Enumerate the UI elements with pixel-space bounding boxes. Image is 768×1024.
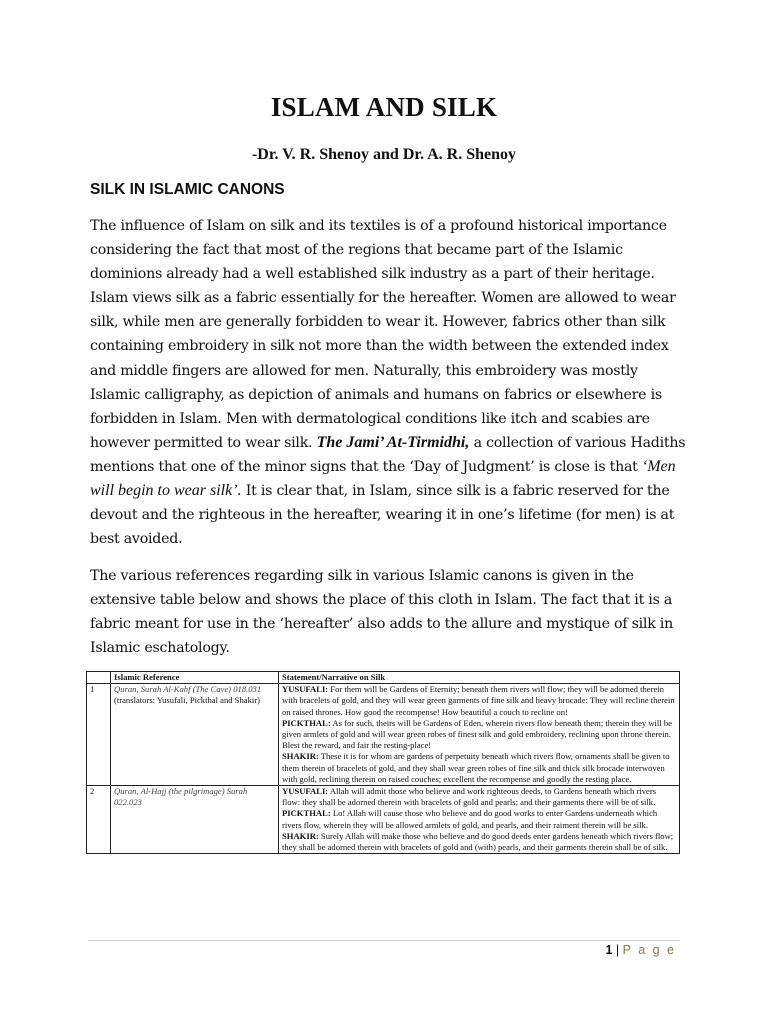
reference-name: Quran, Al-Hajj (the pilgrimage) Surah 022.023 bbox=[114, 786, 248, 808]
section-heading: SILK IN ISLAMIC CANONS bbox=[90, 181, 285, 198]
reference-name: Quran, Surah Al-Kahf (The Cave) 018.031 bbox=[114, 684, 262, 695]
reference-note: (translators: Yusufali, Pickthal and Shakir) bbox=[114, 695, 260, 706]
yusufali-translation bbox=[282, 786, 676, 808]
translator-label: SHAKIR: bbox=[282, 751, 319, 762]
translator-label: YUSUFALI: bbox=[282, 684, 329, 695]
row-number: 2 bbox=[87, 786, 111, 854]
references-table bbox=[86, 671, 680, 854]
shakir-translation bbox=[282, 751, 676, 785]
reference-cell bbox=[111, 786, 279, 854]
statement-cell bbox=[279, 684, 680, 786]
translation-text: For them will be Gardens of Eternity; beneath them rivers will flow; they will be adorned therein with bracelets of gold, and they will wear green garments of fine silk and heavy brocade: They will recline therein on raised thrones. How good the recompense! How beautiful a couch to recline on! bbox=[282, 684, 675, 717]
table-row bbox=[87, 786, 680, 854]
translation-text: As for such, theirs will be Gardens of Eden, wherein rivers flow beneath them; therein they will be given armlets of gold and will wear green robes of finest silk and gold embroidery, reclining upon throne therein. Blest the reward, and fair the resting-place! bbox=[282, 717, 672, 751]
shakir-translation bbox=[282, 831, 676, 853]
translator-label: SHAKIR: bbox=[282, 830, 319, 841]
table-intro-paragraph: The various references regarding silk in various Islamic canons is given in the extensive table below and shows the place of this cloth in Islam. The fact that it is a fabric meant for use in the ‘hereafter’ also adds to the allure and mystique of silk in Islamic eschatology. bbox=[90, 568, 673, 657]
yusufali-translation bbox=[282, 684, 676, 718]
header-reference: Islamic Reference bbox=[111, 672, 279, 684]
intro-text-3: It is clear that, in Islam, since silk is a fabric reserved for the devout and the righteous in the hereafter, wearing it in one’s lifetime (for men) is at best avoided. bbox=[90, 483, 675, 548]
header-statement: Statement/Narrative on Silk bbox=[279, 672, 680, 684]
row-number: 1 bbox=[87, 684, 111, 786]
pickthal-translation bbox=[282, 718, 676, 752]
document-title: ISLAM AND SILK bbox=[270, 92, 498, 122]
table-header-row bbox=[87, 672, 680, 684]
document-authors: -Dr. V. R. Shenoy and Dr. A. R. Shenoy bbox=[251, 146, 517, 163]
page-footer bbox=[605, 943, 676, 957]
translation-text: Allah will admit those who believe and work righteous deeds, to Gardens beneath which rivers flow: they shall be adorned therein with bracelets of gold and pearls; and their garments there will be of silk. bbox=[282, 786, 657, 808]
translation-text: Lo! Allah will cause those who believe and do good works to enter Gardens underneath which rivers flow, wherein they will be allowed armlets of gold, and pearls, and their raiment therein will be silk. bbox=[282, 808, 658, 830]
reference-cell bbox=[111, 684, 279, 786]
header-number bbox=[87, 672, 111, 684]
intro-text-2: a collection of various Hadiths mentions that one of the minor signs that the ‘Day of Judgment’ is close is that bbox=[90, 434, 686, 475]
page-number: 1 bbox=[605, 943, 613, 957]
statement-cell bbox=[279, 786, 680, 854]
page-separator: | bbox=[612, 943, 623, 957]
quote-text: ‘Men will begin to wear silk’. bbox=[90, 457, 676, 500]
source-title: The Jami’ At-Tirmidhi, bbox=[316, 433, 470, 451]
translator-label: YUSUFALI: bbox=[282, 786, 329, 797]
translation-text: These it is for whom are gardens of perpetuity beneath which rivers flow, ornaments shall be given to them therein of bracelets of gold, and they shall wear green robes of fine silk and thick silk brocade interwoven with gold, reclining therein on raised couches; excellent the recompense and goodly the resting place. bbox=[282, 751, 670, 784]
pickthal-translation bbox=[282, 808, 676, 830]
translation-text: Surely Allah will make those who believe and do good deeds enter gardens beneath which rivers flow; they shall be adorned therein with bracelets of gold and (with) pearls, and their garments therein shall be of silk. bbox=[282, 830, 674, 853]
footer-divider bbox=[88, 940, 680, 941]
page-word: P a g e bbox=[622, 943, 676, 957]
intro-text-1: The influence of Islam on silk and its textiles is of a profound historical importance considering the fact that most of the regions that became part of the Islamic dominions already had a well established silk industry as a part of their heritage. Islam views silk as a fabric essentially for the hereafter. Women are allowed to wear silk, while men are generally forbidden to wear it. However, fabrics other than silk containing embroidery in silk not more than the width between the extended index and middle fingers are allowed for men. Naturally, this embroidery was mostly Islamic calligraphy, as depiction of animals and humans on fabrics or elsewhere is forbidden in Islam. Men with dermatological conditions like itch and scabies are however permitted to wear silk. bbox=[90, 218, 676, 451]
translator-label: PICKTHAL: bbox=[282, 808, 331, 819]
intro-paragraph bbox=[90, 214, 690, 551]
translator-label: PICKTHAL: bbox=[282, 717, 331, 728]
table-row bbox=[87, 684, 680, 786]
